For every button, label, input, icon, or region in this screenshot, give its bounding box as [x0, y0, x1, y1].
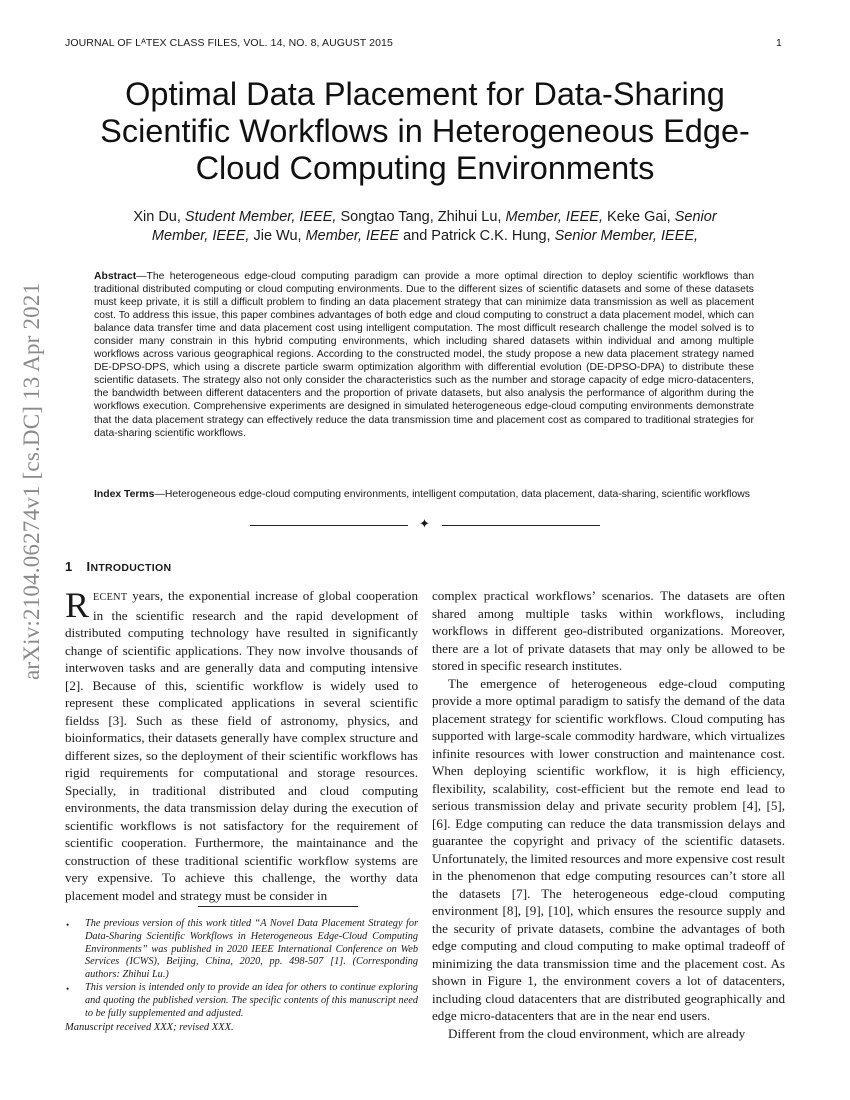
body-column-left [65, 587, 418, 904]
footnote-bullet-icon: • [66, 920, 70, 930]
paragraph: The emergence of heterogeneous edge-cloud computing provide a more optimal paradigm to satisfy the demand of the data placement strategy for scientific workflows. Cloud computing has supported with large-scale commodity hardware, which virtualizes infinite resources with lower construction and maintenance cost. When deploying scientific workflow, it is high efficiency, flexibility, scalability, cost-efficient but the remote end lead to serious transmission delay and private security problem [4], [5], [6]. Edge computing can reduce the data transmission delays and guarantee the copyright and privacy of the scientific datasets. Unfortunately, the limited resources and more expensive cost result in the phenomenon that edge computing resources can’t store all the datasets [7]. The heterogeneous edge-cloud computing environment [8], [9], [10], which ensures the resource supply and the security of private datasets, combine the advantages of both edge computing and cloud computing to make optimal tradeoff of minimizing the data transmission time and the placement cost. As shown in Figure 1, the environment covers a lot of datacenters, including cloud datacenters that are distributed geographically and edge micro-datacenters that are in the near end users. [432, 675, 785, 1023]
author-affil: Member, IEEE [305, 228, 400, 244]
abstract [94, 270, 754, 440]
author-text: Xin Du, [133, 209, 185, 225]
body-column-right [432, 587, 785, 1042]
section-number: 1 [65, 559, 73, 574]
paragraph: Different from the cloud environment, which are already [448, 1025, 746, 1041]
separator-diamond-icon: ✦ [419, 516, 430, 531]
separator-rule-left [250, 525, 408, 526]
page-number: 1 [776, 37, 782, 49]
paragraph [65, 587, 418, 904]
abstract-text: —The heterogeneous edge-cloud computing paradigm can provide a more optimal direction to deploy scientific workflows than traditional distributed computing or cloud computing environments. Due to the different sizes of scientific datasets and some of these datasets must keep private, it is still a difficult problem to finding an data placement strategy that can minimize data transmission as well as placement cost. To address this issue, this paper combines advantages of both edge and cloud computing to construct a data placement model, which can balance data transfer time and data placement cost using intelligent computation. The most difficult research challenge the model solved is to consider many constrain in this hybrid computing environments, which including shared datasets within individual and among multiple workflows across various geographical regions. According to the constructed model, the study propose a new data placement strategy named DE-DPSO-DPS, which using a discrete particle swarm optimization algorithm with differential evolution (DE-DPSO-DPA) to distribute these scientific datasets. The strategy also not only consider the characteristics such as the number and storage capacity of edge micro-datacenters, the bandwidth between different datacenters and the proportion of private datasets, but also analysis the performance of algorithm during the workflows execution. Comprehensive experiments are designed in simulated heterogeneous edge-cloud computing environments demonstrate that the data placement strategy can effectively reduce the data transmission time and placement cost as compared to traditional strategies for data-sharing scientific workflows. [94, 271, 754, 439]
paragraph: complex practical workflows’ scenarios. The datasets are often shared among multiple tasks within workflows, including workflows in different geo-distributed organizations. Moreover, there are a lot of private datasets that may only be allowed to be stored in specific research institutes. [432, 588, 785, 673]
section-title-first: I [86, 559, 91, 574]
index-terms-label: Index Terms [94, 489, 155, 500]
author-text: Keke Gai, [603, 209, 675, 225]
author-list [100, 208, 750, 246]
first-word: ECENT [93, 592, 128, 603]
author-text: Jie Wu, [249, 228, 306, 244]
index-terms-text: —Heterogeneous edge-cloud computing environments, intelligent computation, data placement, data-sharing, scientific workflows [154, 489, 750, 500]
author-affil: Student Member, IEEE, [184, 209, 337, 225]
author-text: and Patrick C.K. Hung, [399, 228, 555, 244]
abstract-label: Abstract [94, 271, 137, 282]
arxiv-watermark: arXiv:2104.06274v1 [cs.DC] 13 Apr 2021 [19, 282, 44, 680]
footnote-bullet-icon: • [66, 984, 70, 994]
author-affil: Member, IEEE, [505, 209, 603, 225]
footnote-version-note: This version is intended only to provide an idea for others to continue exploring and quoting the published version. The specific contents of this manuscript need to be fully supplemented and adjusted. [85, 982, 418, 1019]
drop-cap: R [65, 585, 90, 625]
paragraph-text: years, the exponential increase of global cooperation in the scientific research and the rapid development of distributed computing technology have resulted in significantly change of scientific applications. They now involve thousands of interwoven tasks and are generally data and computing intensive [2]. Because of this, scientific workflow is widely used to represent these complicated applications in several scientific fieldss [3]. Such as these field of astronomy, physics, and bioinformatics, their datasets generally have complex structure and different sizes, so the deployment of their scientific workflows has rigid requirements for computational and storage resources. Specially, in traditional distributed and cloud computing environments, the data transmission delay during the execution of scientific workflows is not satisfactory for the requirement of scientific cooperation. Furthermore, the maintainance and the construction of these traditional scientific workflow systems are very expensive. To achieve this challenge, the worthy data placement model and strategy must be consider in [65, 588, 418, 903]
separator-rule-right [442, 525, 600, 526]
index-terms [94, 488, 754, 501]
author-affil: Member, IEEE, [151, 228, 250, 244]
section-title-rest: NTRODUCTION [90, 562, 172, 574]
author-text: Songtao Tang, Zhihui Lu, [336, 209, 506, 225]
paper-title: Optimal Data Placement for Data-Sharing Scientific Workflows in Heterogeneous Edge-Cloud Computing Environments [100, 76, 750, 186]
author-affil: Senior Member, IEEE, [554, 228, 699, 244]
manuscript-note: Manuscript received XXX; revised XXX. [65, 1022, 234, 1033]
section-heading [65, 559, 171, 574]
footnote-rule [198, 906, 358, 907]
footnote-previous-version: The previous version of this work titled “A Novel Data Placement Strategy for Data-Sharing Scientific Workflows in Heterogeneous Edge-Cloud Computing Environments” was published in 2020 IEEE International Conference on Web Services (ICWS), Beijing, China, 2020, pp. 498-507 [1]. (Corresponding authors: Zhihui Lu.) [85, 918, 418, 981]
running-head: JOURNAL OF LᴬTEX CLASS FILES, VOL. 14, NO. 8, AUGUST 2015 [65, 37, 393, 49]
author-affil: Senior [674, 209, 717, 225]
